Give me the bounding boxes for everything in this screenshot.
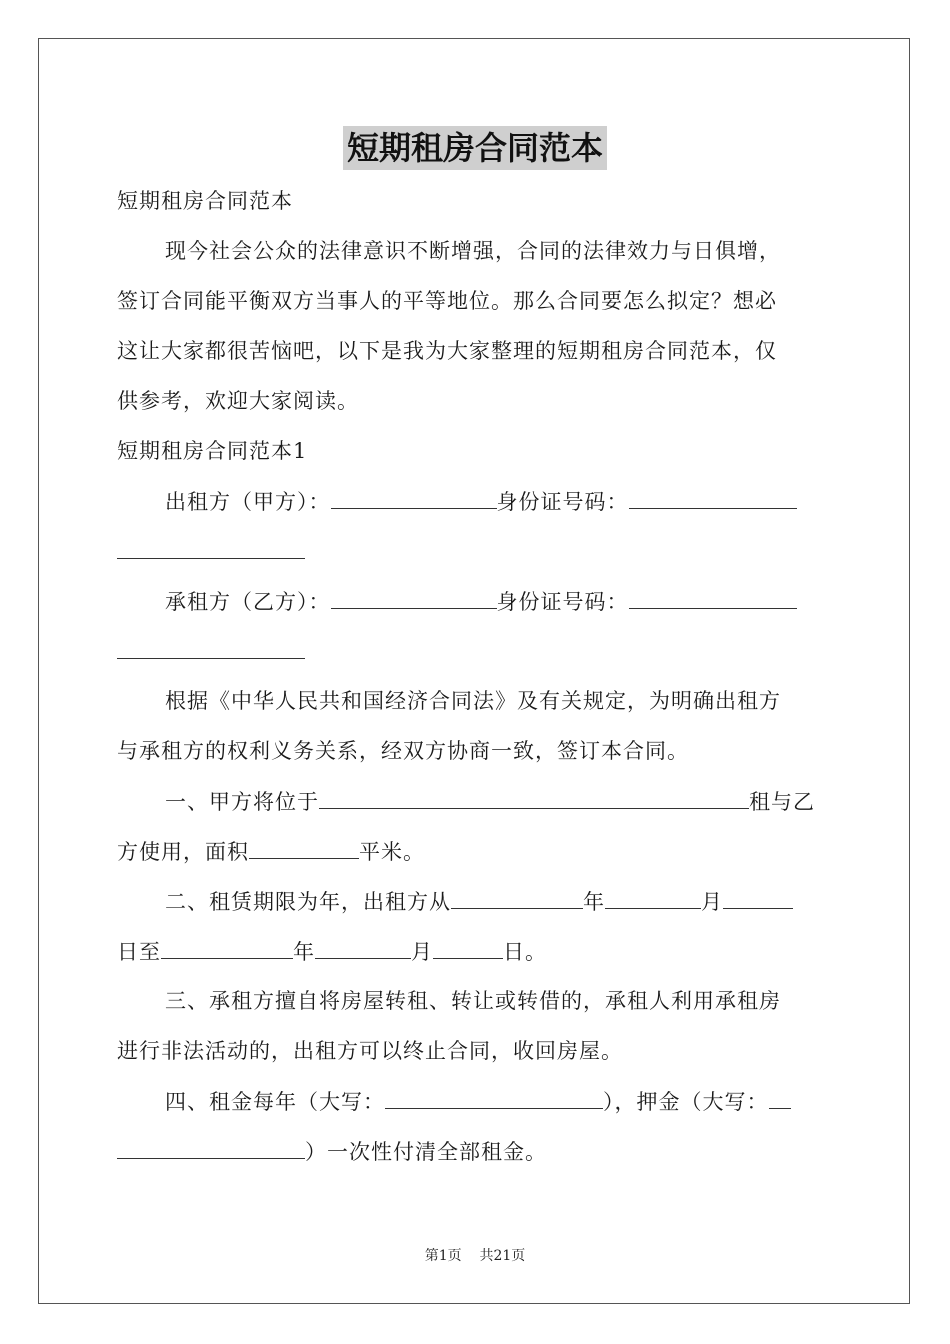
deposit-blank-cont[interactable]	[117, 1136, 305, 1159]
end-day-blank[interactable]	[433, 936, 503, 959]
end-month-label: 月	[411, 940, 433, 964]
clause-1-line-2	[117, 836, 835, 867]
basis-line-2: 与承租方的权利义务关系，经双方协商一致，签订本合同。	[117, 739, 689, 763]
start-year-blank[interactable]	[451, 886, 583, 909]
day-end-label: 日。	[503, 940, 547, 964]
lessor-name-blank[interactable]	[331, 486, 497, 509]
clause-4-line-1	[165, 1086, 835, 1117]
area-blank[interactable]	[249, 836, 359, 859]
page-total: 共21页	[479, 1248, 526, 1264]
deposit-blank[interactable]	[769, 1086, 791, 1109]
subtitle: 短期租房合同范本	[117, 189, 293, 213]
intro-line-2: 签订合同能平衡双方当事人的平等地位。那么合同要怎么拟定？想必	[117, 289, 777, 313]
clause-1-text-b: 租与乙	[749, 790, 815, 814]
clause-2-text-a: 二、租赁期限为年，出租方从	[165, 890, 451, 914]
location-blank[interactable]	[319, 786, 749, 809]
intro-line-3: 这让大家都很苦恼吧，以下是我为大家整理的短期租房合同范本，仅	[117, 339, 777, 363]
end-year-blank[interactable]	[161, 936, 293, 959]
clause-4-text-a: 四、租金每年（大写：	[165, 1090, 385, 1114]
section-heading: 短期租房合同范本1	[117, 439, 308, 463]
page-footer	[0, 1246, 950, 1266]
document-title	[0, 126, 950, 170]
page-number: 第1页	[424, 1248, 462, 1264]
lessee-id-blank-cont[interactable]	[117, 636, 305, 659]
lessor-line-cont	[117, 536, 835, 567]
month-label: 月	[701, 890, 723, 914]
end-year-label: 年	[293, 940, 315, 964]
lessor-line	[165, 486, 835, 517]
lessor-id-label: 身份证号码：	[496, 490, 629, 514]
clause-1-text-c: 方使用，面积	[117, 840, 249, 864]
clause-1-text-d: 平米。	[359, 840, 425, 864]
lessor-id-blank[interactable]	[629, 486, 797, 509]
clause-2-line-1	[165, 886, 835, 917]
start-day-blank[interactable]	[723, 886, 793, 909]
clause-4-line-2	[117, 1136, 835, 1167]
day-to-label: 日至	[117, 940, 161, 964]
year-label: 年	[583, 890, 605, 914]
clause-1-line-1	[165, 786, 835, 817]
intro-line-4: 供参考，欢迎大家阅读。	[117, 389, 359, 413]
rent-blank[interactable]	[385, 1086, 603, 1109]
clause-3-line-2: 进行非法活动的，出租方可以终止合同，收回房屋。	[117, 1039, 623, 1063]
lessor-label: 出租方（甲方）：	[165, 490, 331, 514]
document-title-text: 短期租房合同范本	[343, 126, 607, 170]
lessee-line	[165, 586, 835, 617]
start-month-blank[interactable]	[605, 886, 701, 909]
clause-4-text-c: ）一次性付清全部租金。	[305, 1140, 547, 1164]
intro-line-1: 现今社会公众的法律意识不断增强，合同的法律效力与日俱增，	[165, 239, 781, 263]
lessee-id-label: 身份证号码：	[496, 590, 629, 614]
clause-1-text-a: 一、甲方将位于	[165, 790, 319, 814]
basis-line-1: 根据《中华人民共和国经济合同法》及有关规定，为明确出租方	[165, 689, 781, 713]
lessee-line-cont	[117, 636, 835, 667]
lessee-label: 承租方（乙方）：	[165, 590, 331, 614]
clause-2-line-2	[117, 936, 835, 967]
clause-3-line-1: 三、承租方擅自将房屋转租、转让或转借的，承租人利用承租房	[165, 989, 781, 1013]
lessor-id-blank-cont[interactable]	[117, 536, 305, 559]
clause-4-text-b: ），押金（大写：	[603, 1090, 769, 1114]
lessee-name-blank[interactable]	[331, 586, 497, 609]
lessee-id-blank[interactable]	[629, 586, 797, 609]
end-month-blank[interactable]	[315, 936, 411, 959]
